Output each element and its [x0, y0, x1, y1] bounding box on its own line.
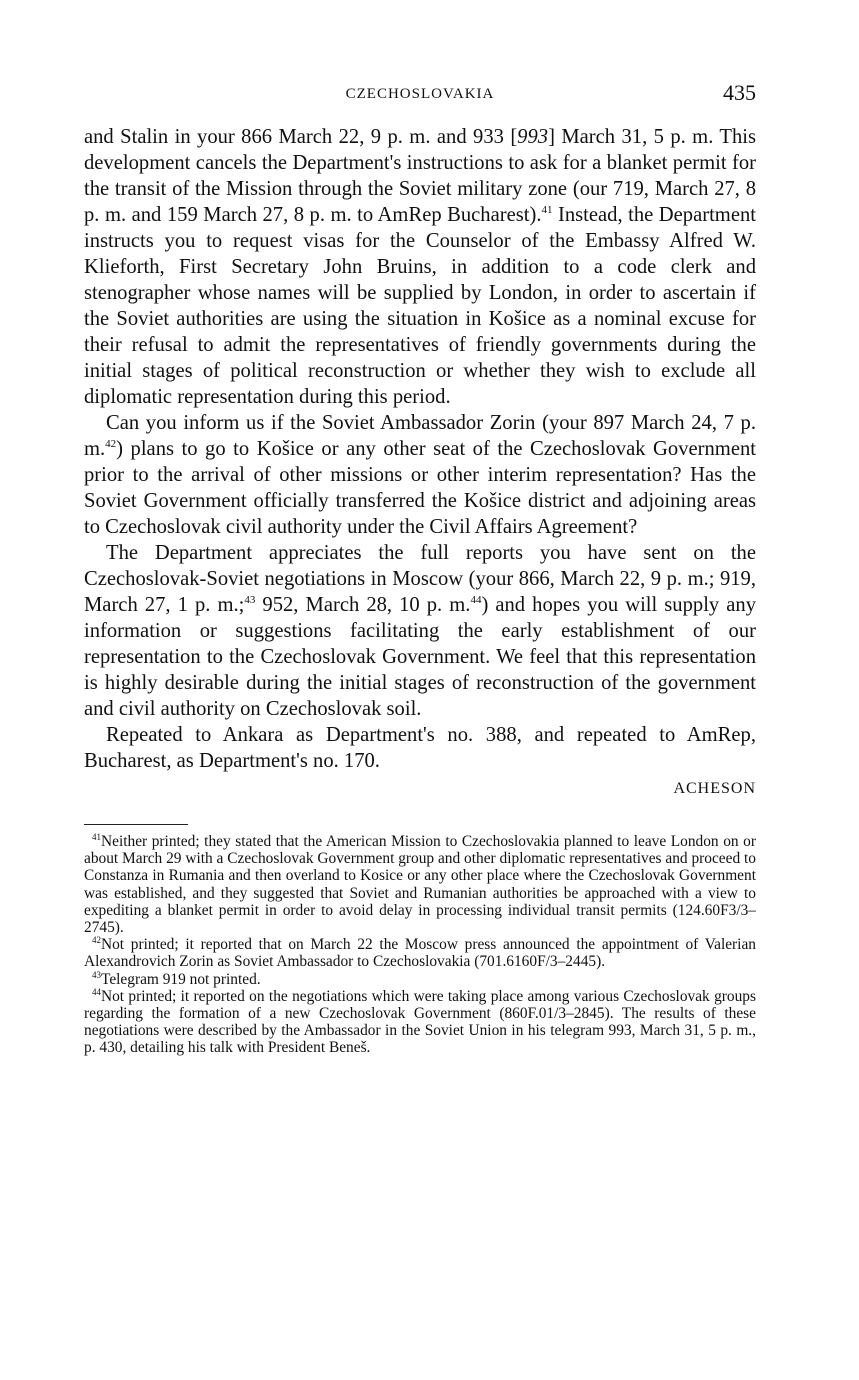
footnote-text: Not printed; it reported on the negotiations which were taking place among various Czechoslovak groups regarding the formation of a new Czechoslovak Government (860F.01/3–2845). The results of these negotiations were described by the Ambassador in the Soviet Union in his telegram 993, March 31, 5 p. m., p. 430, detailing his talk with President Beneš.	[84, 987, 756, 1057]
paragraph-3-text-b: 952, March 28, 10 p. m.	[255, 594, 471, 616]
footnote-41	[84, 833, 756, 936]
footnotes	[84, 833, 756, 1057]
body-text	[84, 124, 756, 802]
corrected-telegram-number: 993	[517, 126, 549, 148]
footnote-44	[84, 988, 756, 1057]
footnote-text: Telegram 919 not printed.	[101, 970, 261, 988]
paragraph-1-text-c: Instead, the Department instructs you to request visas for the Counselor of the Embassy Alfred W. Klieforth, First Secretary John Bruins, in addition to a code clerk and stenographer whose names will be supplied by London, in order to ascertain if the Soviet authorities are using the situation in Košice as a nominal excuse for their refusal to admit the representatives of friendly governments during the initial stages of political reconstruction or whether they wish to exclude all diplomatic representation during this period.	[84, 204, 756, 408]
running-head	[84, 78, 756, 112]
footnote-42	[84, 936, 756, 970]
footnote-ref-44: 44	[470, 594, 482, 607]
running-title: CZECHOSLOVAKIA	[345, 86, 495, 102]
page-number: 435	[723, 80, 756, 105]
footnote-text: Not printed; it reported that on March 22 the Moscow press announced the appointment of Valerian Alexandrovich Zorin as Soviet Ambassador to Czechoslovakia (701.6160F/3–2445).	[84, 936, 756, 971]
signature: ACHESON	[673, 780, 756, 797]
footnote-number: 43	[92, 969, 101, 980]
paragraph-2	[84, 410, 756, 540]
paragraph-4: Repeated to Ankara as Department's no. 388, and repeated to AmRep, Bucharest, as Department's no. 170.	[84, 724, 756, 772]
footnote-ref-43: 43	[244, 594, 256, 607]
paragraph-3-text-a: The Department appreciates the full reports you have sent on the Czechoslovak-Soviet negotiations in Moscow (your 866, March 22, 9 p. m.; 919, March 27, 1 p. m.;	[84, 542, 756, 616]
footnote-43	[84, 971, 756, 988]
paragraph-3	[84, 540, 756, 722]
paragraph-3-text-c: ) and hopes you will supply any information or suggestions facilitating the early establishment of our representation to the Czechoslovak Government. We feel that this representation is highly desirable during the initial stages of reconstruction of the government and civil authority on Czechoslovak soil.	[84, 594, 757, 720]
document-page	[84, 78, 756, 1057]
paragraph-1-text-b: ] March 31, 5 p. m. This development cancels the Department's instructions to ask for a blanket permit for the transit of the Mission through the Soviet military zone (our 719, March 27, 8 p. m. and 159 March 27, 8 p. m. to AmRep Bucharest).	[84, 126, 756, 226]
paragraph-1-text-a: and Stalin in your 866 March 22, 9 p. m. and 933 [	[84, 126, 518, 148]
footnote-number: 41	[92, 831, 101, 842]
paragraph-2-text-a: Can you inform us if the Soviet Ambassador Zorin (your 897 March 24, 7 p. m.	[84, 412, 756, 460]
footnote-ref-41: 41	[541, 204, 553, 217]
footnote-divider	[84, 824, 188, 825]
footnote-number: 44	[92, 986, 101, 997]
footnote-ref-42: 42	[105, 438, 117, 451]
footnote-number: 42	[92, 935, 101, 946]
paragraph-1	[84, 124, 756, 410]
paragraph-2-text-b: ) plans to go to Košice or any other seat of the Czechoslovak Government prior to the arrival of other missions or other interim representation? Has the Soviet Government officially transferred the Košice district and adjoining areas to Czechoslovak civil authority under the Civil Affairs Agreement?	[84, 438, 756, 538]
footnote-text: Neither printed; they stated that the American Mission to Czechoslovakia planned to leave London on or about March 29 with a Czechoslovak Government group and other diplomatic representatives and proceed to Constanza in Rumania and then overland to Kosice or any other place where the Czechoslovak Government was established, and they suggested that Soviet and Rumanian authorities be approached with a view to expediting a blanket permit in order to avoid delay in processing individual transit permits (124.60F3/3–2745).	[84, 833, 756, 937]
